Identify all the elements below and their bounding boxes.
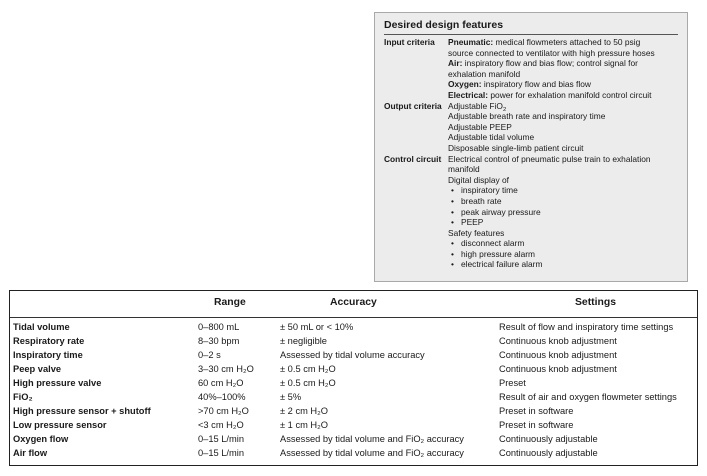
param-cell: Air flow [13, 448, 48, 458]
range-cell: 40%–100% [198, 392, 246, 402]
table-row [10, 418, 697, 432]
pneumatic-text: medical flowmeters attached to 50 psig [493, 37, 641, 47]
electrical-label: Electrical: [448, 89, 489, 100]
output-criteria-label: Output criteria [384, 100, 442, 111]
accuracy-cell: ± 1 cm H₂O [280, 420, 328, 430]
control-text-cont: manifold [448, 164, 480, 175]
range-cell: 60 cm H₂O [198, 378, 244, 388]
table-row [10, 334, 697, 348]
settings-cell: Preset in software [499, 406, 574, 416]
digital-display-label: Digital display of [448, 174, 509, 185]
range-cell: <3 cm H₂O [198, 420, 244, 430]
table-header [10, 291, 697, 314]
range-cell: 8–30 bpm [198, 336, 240, 346]
accuracy-cell: ± 50 mL or < 10% [280, 322, 354, 332]
input-criteria-label: Input criteria [384, 37, 435, 47]
settings-cell: Preset in software [499, 420, 574, 430]
settings-cell: Continuous knob adjustment [499, 364, 617, 374]
range-cell: 0–15 L/min [198, 448, 244, 458]
range-header: Range [214, 297, 246, 308]
settings-cell: Continuous knob adjustment [499, 336, 617, 346]
accuracy-cell: ± negligible [280, 336, 327, 346]
accuracy-cell: Assessed by tidal volume and FiO₂ accuracy [280, 434, 464, 444]
range-cell: 0–15 L/min [198, 434, 244, 444]
air-text-cont: exhalation manifold [448, 68, 521, 79]
table-row [10, 404, 697, 418]
accuracy-cell: ± 5% [280, 392, 302, 402]
pneumatic-label: Pneumatic: [448, 37, 494, 47]
accuracy-cell: ± 0.5 cm H₂O [280, 364, 336, 374]
settings-cell: Continuously adjustable [499, 448, 598, 458]
param-cell: Tidal volume [13, 322, 70, 332]
output-item: Disposable single-limb patient circuit [448, 142, 584, 153]
settings-cell: Continuous knob adjustment [499, 350, 617, 360]
table-row [10, 432, 697, 446]
range-cell: 0–800 mL [198, 322, 240, 332]
safety-features-label: Safety features [448, 227, 505, 238]
settings-header: Settings [575, 297, 616, 308]
input-criteria-section [384, 37, 687, 101]
table-row [10, 362, 697, 376]
param-cell: High pressure sensor + shutoff [13, 406, 151, 416]
output-item: Adjustable FiO$_2$ [448, 100, 507, 113]
features-title: Desired design features [384, 19, 504, 31]
accuracy-cell: ± 2 cm H₂O [280, 406, 328, 416]
safety-item: • disconnect alarm [448, 238, 681, 249]
param-cell: FiO₂ [13, 392, 33, 402]
oxygen-label: Oxygen: [448, 79, 482, 90]
param-cell: Peep valve [13, 364, 62, 374]
header-divider [10, 317, 697, 318]
table-row [10, 390, 697, 404]
control-circuit-label: Control circuit [384, 153, 442, 164]
oxygen-text: inspiratory flow and bias flow [481, 79, 591, 90]
table-row [10, 320, 697, 334]
param-cell: Respiratory rate [13, 336, 85, 346]
accuracy-header: Accuracy [330, 297, 377, 308]
param-cell: Inspiratory time [13, 350, 83, 360]
param-cell: Oxygen flow [13, 434, 69, 444]
range-cell: >70 cm H₂O [198, 406, 249, 416]
settings-cell: Result of flow and inspiratory time settings [499, 322, 674, 332]
table-row [10, 376, 697, 390]
range-cell: 0–2 s [198, 350, 221, 360]
settings-cell: Continuously adjustable [499, 434, 598, 444]
accuracy-cell: Assessed by tidal volume and FiO₂ accuracy [280, 448, 464, 458]
control-circuit-section [384, 154, 687, 271]
output-item: Adjustable PEEP [448, 121, 512, 132]
output-criteria-section [384, 101, 687, 154]
control-text: Electrical control of pneumatic pulse train to exhalation [448, 153, 651, 164]
range-cell: 3–30 cm H₂O [198, 364, 254, 374]
pneumatic-text-cont: source connected to ventilator with high pressure hoses [448, 47, 655, 58]
output-item: Adjustable breath rate and inspiratory time [448, 111, 606, 122]
table-body [10, 320, 697, 460]
air-text: inspiratory flow and bias flow; control signal for [462, 58, 638, 69]
display-item: • inspiratory time [448, 185, 681, 196]
param-cell: High pressure valve [13, 378, 102, 388]
design-features-panel [374, 12, 688, 282]
table-row [10, 348, 697, 362]
param-cell: Low pressure sensor [13, 420, 107, 430]
safety-item: • electrical failure alarm [448, 259, 681, 270]
settings-cell: Preset [499, 378, 526, 388]
electrical-text: power for exhalation manifold control circuit [488, 89, 652, 100]
safety-item: • high pressure alarm [448, 249, 681, 260]
air-label: Air: [448, 58, 463, 69]
table-row [10, 446, 697, 460]
display-item: • PEEP [448, 217, 681, 228]
accuracy-cell: ± 0.5 cm H₂O [280, 378, 336, 388]
settings-cell: Result of air and oxygen flowmeter settings [499, 392, 677, 402]
display-item: • peak airway pressure [448, 207, 681, 218]
display-item: • breath rate [448, 196, 681, 207]
specification-table [9, 290, 698, 466]
features-divider [384, 34, 678, 35]
accuracy-cell: Assessed by tidal volume accuracy [280, 350, 425, 360]
output-item: Adjustable tidal volume [448, 132, 535, 143]
